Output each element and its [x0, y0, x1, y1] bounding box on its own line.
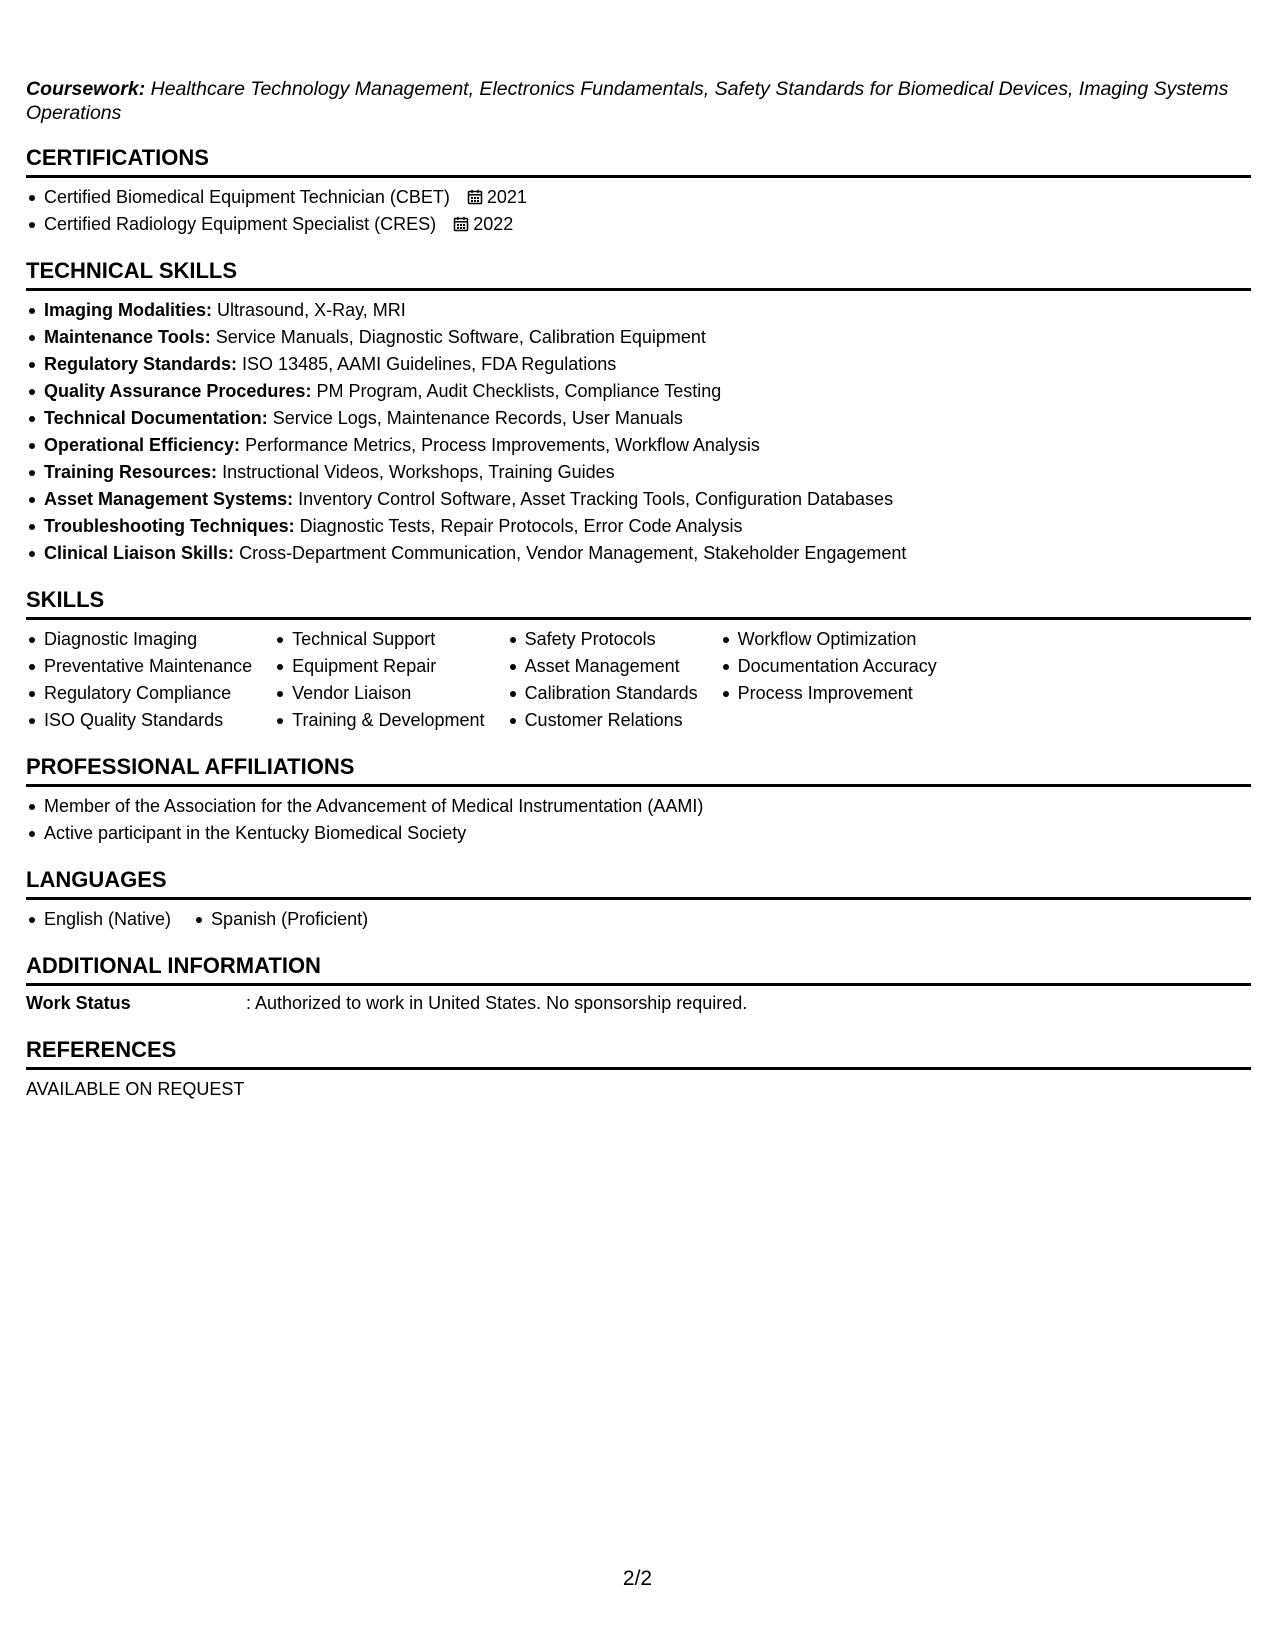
technical-skill-value: ISO 13485, AAMI Guidelines, FDA Regulations	[237, 354, 617, 374]
language-column	[44, 906, 193, 933]
affiliations-section	[26, 754, 1251, 847]
skill-item: Technical Support	[292, 626, 484, 653]
certification-year: 2022	[473, 214, 514, 234]
technical-skill-label: Technical Documentation:	[44, 408, 268, 428]
languages-section	[26, 867, 1251, 933]
skill-item: Diagnostic Imaging	[44, 626, 252, 653]
page-number: 2/2	[622, 1567, 653, 1590]
technical-skill-label: Troubleshooting Techniques:	[44, 516, 295, 536]
technical-skill-label: Maintenance Tools:	[44, 327, 211, 347]
skill-item: Workflow Optimization	[738, 626, 937, 653]
affiliation-item: Member of the Association for the Advancement of Medical Instrumentation (AAMI)	[44, 793, 1251, 820]
languages-heading: LANGUAGES	[26, 867, 1251, 900]
skills-column	[44, 626, 274, 734]
coursework-line	[26, 77, 1251, 125]
languages-list	[26, 906, 1251, 933]
certification-name: Certified Biomedical Equipment Technician (CBET)	[44, 187, 450, 207]
coursework-text: Healthcare Technology Management, Electronics Fundamentals, Safety Standards for Biomedical Devices, Imaging Systems Operations	[26, 78, 1229, 124]
technical-skill-value: Ultrasound, X-Ray, MRI	[212, 300, 406, 320]
technical-skill-value: Diagnostic Tests, Repair Protocols, Error Code Analysis	[294, 516, 743, 536]
certifications-section	[26, 145, 1251, 238]
technical-skill-label: Clinical Liaison Skills:	[44, 543, 235, 563]
skill-item: Regulatory Compliance	[44, 680, 252, 707]
certifications-list	[26, 184, 1251, 238]
references-text: AVAILABLE ON REQUEST	[26, 1079, 245, 1099]
technical-skill-item	[44, 351, 1251, 378]
technical-skill-item	[44, 486, 1251, 513]
technical-skill-item	[44, 378, 1251, 405]
skill-item: ISO Quality Standards	[44, 707, 252, 734]
technical-skill-item	[44, 540, 1251, 567]
affiliations-heading: PROFESSIONAL AFFILIATIONS	[26, 754, 1251, 787]
skill-item: Equipment Repair	[292, 653, 484, 680]
language-item: Spanish (Proficient)	[211, 906, 368, 933]
skills-column	[507, 626, 720, 734]
technical-skill-item	[44, 405, 1251, 432]
coursework-label: Coursework:	[26, 78, 146, 100]
skill-item: Training & Development	[292, 707, 484, 734]
additional-info-heading: ADDITIONAL INFORMATION	[26, 953, 1251, 986]
technical-skills-list	[26, 297, 1251, 567]
technical-skill-item	[44, 432, 1251, 459]
references-section	[26, 1037, 1251, 1103]
technical-skill-label: Asset Management Systems:	[44, 489, 294, 509]
skill-item: Vendor Liaison	[292, 680, 484, 707]
technical-skill-value: Cross-Department Communication, Vendor Management, Stakeholder Engagement	[234, 543, 907, 563]
skill-item: Asset Management	[525, 653, 698, 680]
certification-year: 2021	[486, 187, 527, 207]
technical-skill-value: Instructional Videos, Workshops, Training Guides	[217, 462, 615, 482]
skills-heading: SKILLS	[26, 587, 1251, 620]
technical-skill-value: Service Logs, Maintenance Records, User Manuals	[267, 408, 683, 428]
additional-info-section	[26, 953, 1251, 1017]
certification-item	[44, 211, 1251, 238]
references-heading: REFERENCES	[26, 1037, 1251, 1070]
skill-item: Documentation Accuracy	[738, 653, 937, 680]
technical-skill-item	[44, 324, 1251, 351]
technical-skill-label: Operational Efficiency:	[44, 435, 241, 455]
technical-skills-heading: TECHNICAL SKILLS	[26, 258, 1251, 291]
calendar-icon	[467, 189, 483, 205]
certification-name: Certified Radiology Equipment Specialist (CRES)	[44, 214, 437, 234]
technical-skill-item	[44, 513, 1251, 540]
affiliation-item: Active participant in the Kentucky Biomedical Society	[44, 820, 1251, 847]
technical-skill-value: Service Manuals, Diagnostic Software, Calibration Equipment	[210, 327, 706, 347]
technical-skill-item	[44, 459, 1251, 486]
resume-page	[26, 77, 1251, 1103]
technical-skill-item	[44, 297, 1251, 324]
work-status-row	[26, 990, 1251, 1017]
skill-item: Calibration Standards	[525, 680, 698, 707]
work-status-value: : Authorized to work in United States. No sponsorship required.	[246, 993, 748, 1013]
skill-item: Customer Relations	[525, 707, 698, 734]
calendar-icon	[453, 216, 469, 232]
certifications-heading: CERTIFICATIONS	[26, 145, 1251, 178]
skills-section	[26, 587, 1251, 734]
skill-item: Safety Protocols	[525, 626, 698, 653]
technical-skill-label: Training Resources:	[44, 462, 218, 482]
skill-item: Process Improvement	[738, 680, 937, 707]
technical-skill-label: Quality Assurance Procedures:	[44, 381, 312, 401]
technical-skills-section	[26, 258, 1251, 567]
skills-column	[720, 626, 959, 734]
work-status-label: Work Status	[26, 993, 131, 1013]
skill-item: Preventative Maintenance	[44, 653, 252, 680]
technical-skill-value: PM Program, Audit Checklists, Compliance Testing	[311, 381, 722, 401]
technical-skill-value: Inventory Control Software, Asset Tracking Tools, Configuration Databases	[293, 489, 894, 509]
technical-skill-value: Performance Metrics, Process Improvements, Workflow Analysis	[240, 435, 760, 455]
skills-grid	[26, 626, 1251, 734]
language-item: English (Native)	[44, 906, 171, 933]
technical-skill-label: Regulatory Standards:	[44, 354, 238, 374]
affiliations-list	[26, 793, 1251, 847]
technical-skill-label: Imaging Modalities:	[44, 300, 213, 320]
skills-column	[274, 626, 506, 734]
language-column	[193, 906, 390, 933]
certification-item	[44, 184, 1251, 211]
